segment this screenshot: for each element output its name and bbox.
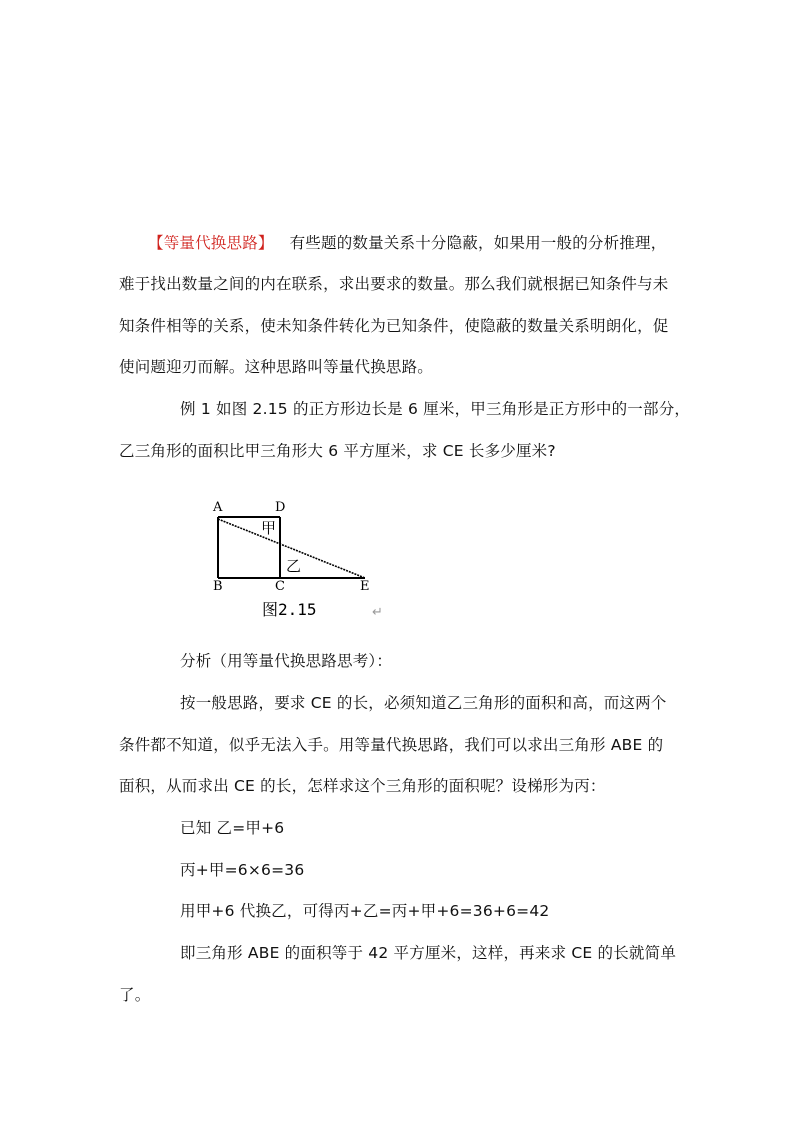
conclusion-line-2: 了。 — [119, 986, 151, 1004]
intro-line-2: 难于找出数量之间的内在联系，求出要求的数量。那么我们就根据已知条件与未 — [119, 275, 669, 293]
intro-line-4: 使问题迎刃而解。这种思路叫等量代换思路。 — [119, 358, 434, 376]
region-yi-label: 乙 — [286, 557, 302, 575]
equation-3: 用甲+6 代换乙，可得丙+乙=丙+甲+6=36+6=42 — [180, 902, 550, 920]
point-a-label: A — [213, 500, 223, 515]
point-b-label: B — [213, 579, 223, 594]
conclusion-line-1: 即三角形 ABE 的面积等于 42 平方厘米，这样，再来求 CE 的长就简单 — [180, 944, 677, 962]
intro-line-1 — [119, 233, 666, 253]
intro-text-1: 有些题的数量关系十分隐蔽，如果用一般的分析推理， — [289, 234, 667, 252]
equation-2: 丙+甲=6×6=36 — [180, 861, 305, 879]
analysis-p1-line-1: 按一般思路，要求 CE 的长，必须知道乙三角形的面积和高，而这两个 — [180, 694, 667, 712]
figure-caption: 图2.15 — [262, 600, 317, 619]
analysis-p1-line-3: 面积，从而求出 CE 的长，怎样求这个三角形的面积呢？设梯形为丙： — [119, 777, 606, 795]
analysis-p1-line-2: 条件都不知道，似乎无法入手。用等量代换思路，我们可以求出三角形 ABE 的 — [119, 736, 664, 754]
example-line-2: 乙三角形的面积比甲三角形大 6 平方厘米，求 CE 长多少厘米? — [119, 442, 556, 460]
section-heading: 【等量代换思路】 — [148, 234, 274, 252]
point-d-label: D — [275, 500, 286, 515]
region-jia-label: 甲 — [261, 519, 277, 537]
return-mark-icon: ↵ — [372, 605, 383, 620]
point-c-label: C — [275, 579, 285, 594]
equation-1: 已知 乙=甲+6 — [180, 819, 285, 837]
point-e-label: E — [360, 579, 370, 594]
analysis-title: 分析（用等量代换思路思考）： — [180, 652, 393, 670]
intro-line-3: 知条件相等的关系，使未知条件转化为已知条件，使隐蔽的数量关系明朗化，促 — [119, 317, 669, 335]
geometry-figure — [200, 495, 400, 625]
example-line-1: 例 1 如图 2.15 的正方形边长是 6 厘米，甲三角形是正方形中的一部分， — [180, 400, 691, 418]
